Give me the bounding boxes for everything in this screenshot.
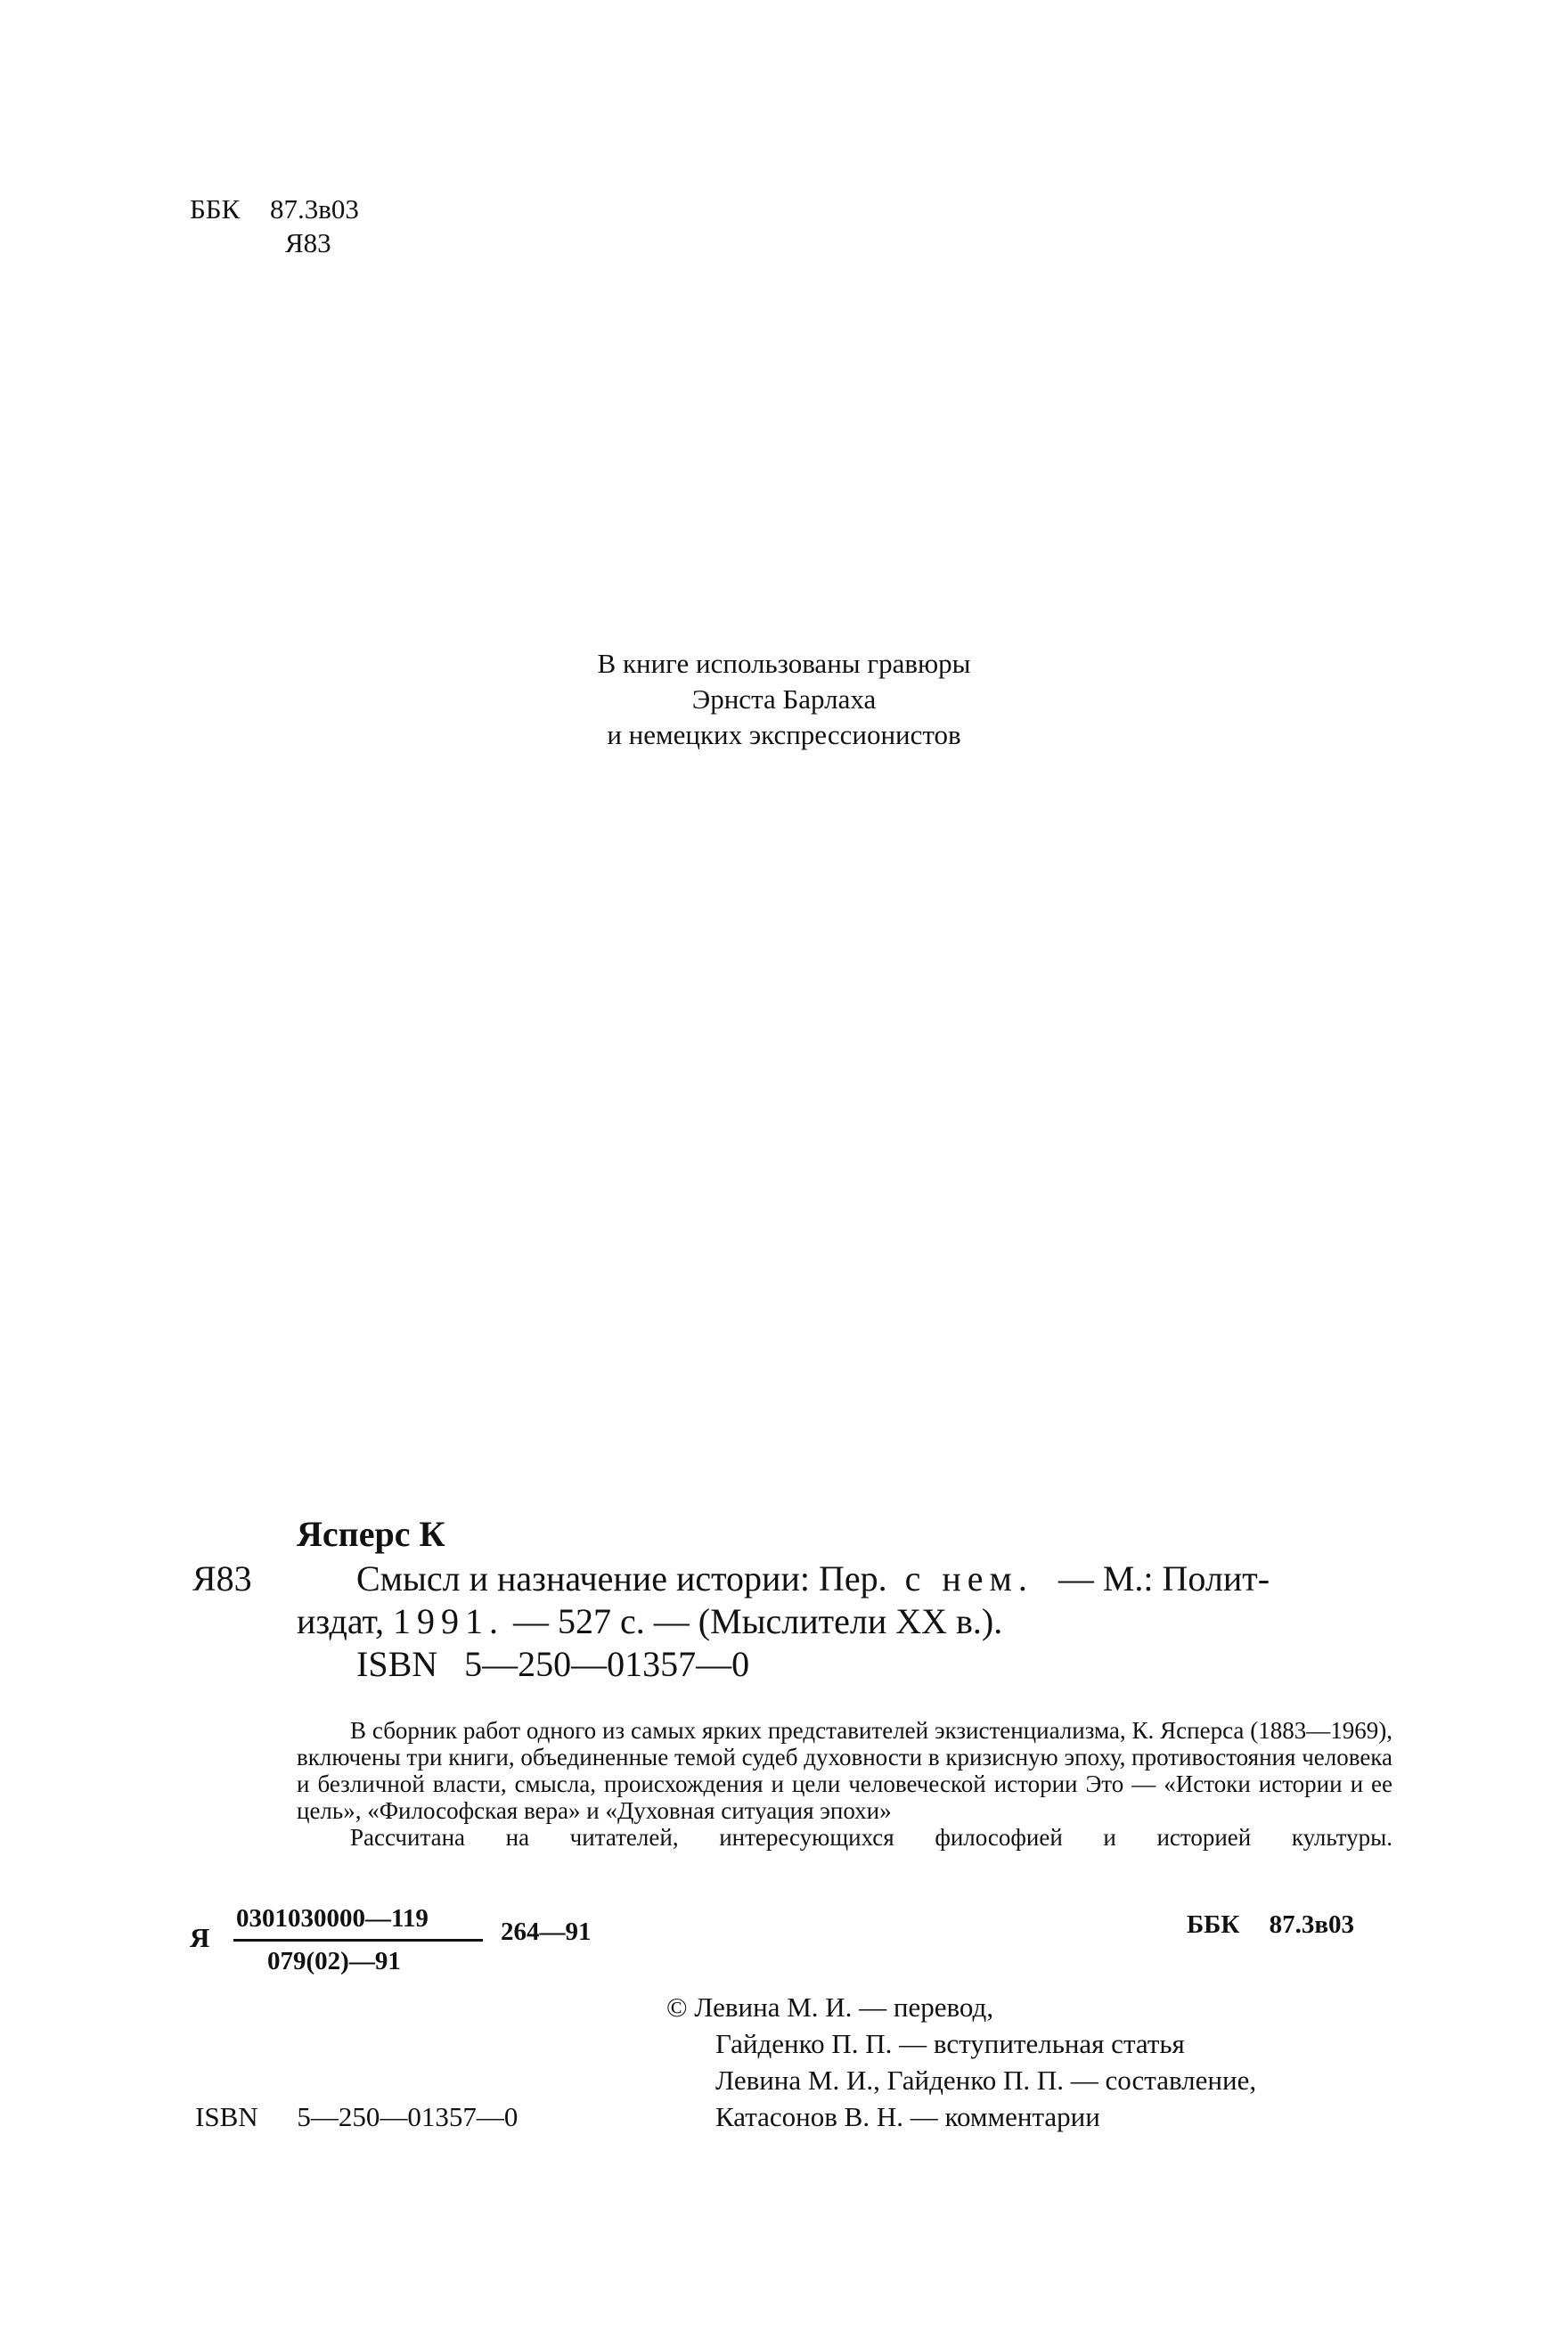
index-bbk xyxy=(1187,1910,1354,1940)
index-order: 264—91 xyxy=(501,1918,592,1946)
bbk-top xyxy=(190,192,359,226)
card-isbn xyxy=(356,1643,749,1686)
card-author: Ясперс К xyxy=(297,1514,445,1554)
card-title-translation: с нем. xyxy=(904,1558,1033,1599)
card-pages-series: — 527 с. — (Мыслители XX в.). xyxy=(513,1601,1003,1641)
note-line-1: В книге использованы гравюры xyxy=(597,648,971,679)
card-isbn-number: 5—250—01357—0 xyxy=(464,1644,750,1684)
bbk-label: ББК xyxy=(190,193,241,225)
isbn-bottom-label: ISBN xyxy=(195,2101,258,2132)
copyright-line-1: © Левина М. И. — перевод, xyxy=(666,1991,994,2023)
copyright-line-3: Левина М. И., Гайденко П. П. — составление, xyxy=(715,2065,1257,2096)
index-letter: Я xyxy=(190,1922,210,1953)
abstract-paragraph-1: В сборник работ одного из самых ярких представителей экзистенциализма, К. Ясперса (1883—1969), включены три книги, объединенные темой судеб духовности в кризисную эпоху, противостояния человека и безличной власти, смысла, происхождения и цели человеческой истории Это — «Истоки истории и ее цель», «Философская вера» и «Духовная ситуация эпохи» xyxy=(297,1717,1392,1824)
abstract xyxy=(297,1717,1392,1851)
card-title-line-1 xyxy=(356,1558,1270,1600)
abstract-paragraph-2: Рассчитана на читателей, интересующихся философией и историей культуры. xyxy=(350,1824,1392,1851)
note-line-3: и немецких экспрессионистов xyxy=(607,719,961,750)
copyright-line-2: Гайденко П. П. — вступительная статья xyxy=(715,2028,1185,2059)
index-bbk-code: 87.3в03 xyxy=(1269,1910,1355,1939)
card-title-end: — М.: Полит- xyxy=(1058,1558,1270,1599)
card-title-line-2 xyxy=(297,1600,1002,1643)
card-isbn-label: ISBN xyxy=(356,1644,438,1684)
index-bbk-label: ББК xyxy=(1187,1910,1240,1939)
card-sign: Я83 xyxy=(192,1558,252,1599)
note-line-2: Эрнста Барлаха xyxy=(691,683,877,715)
card-year: 1991. xyxy=(393,1601,505,1641)
index-numerator: 0301030000—119 xyxy=(236,1904,429,1933)
author-sign-top: Я83 xyxy=(285,227,331,258)
card-title: Смысл и назначение истории: Пер. xyxy=(356,1558,887,1599)
index-denominator: 079(02)—91 xyxy=(267,1947,401,1975)
isbn-bottom-number: 5—250—01357—0 xyxy=(297,2101,519,2132)
copyright-line-4: Катасонов В. Н. — комментарии xyxy=(715,2101,1100,2132)
card-publisher: издат, xyxy=(297,1601,385,1641)
index-fraction-rule xyxy=(233,1939,483,1942)
illustration-note xyxy=(0,646,1568,753)
bbk-code: 87.3в03 xyxy=(270,193,359,225)
isbn-bottom xyxy=(195,2098,518,2135)
